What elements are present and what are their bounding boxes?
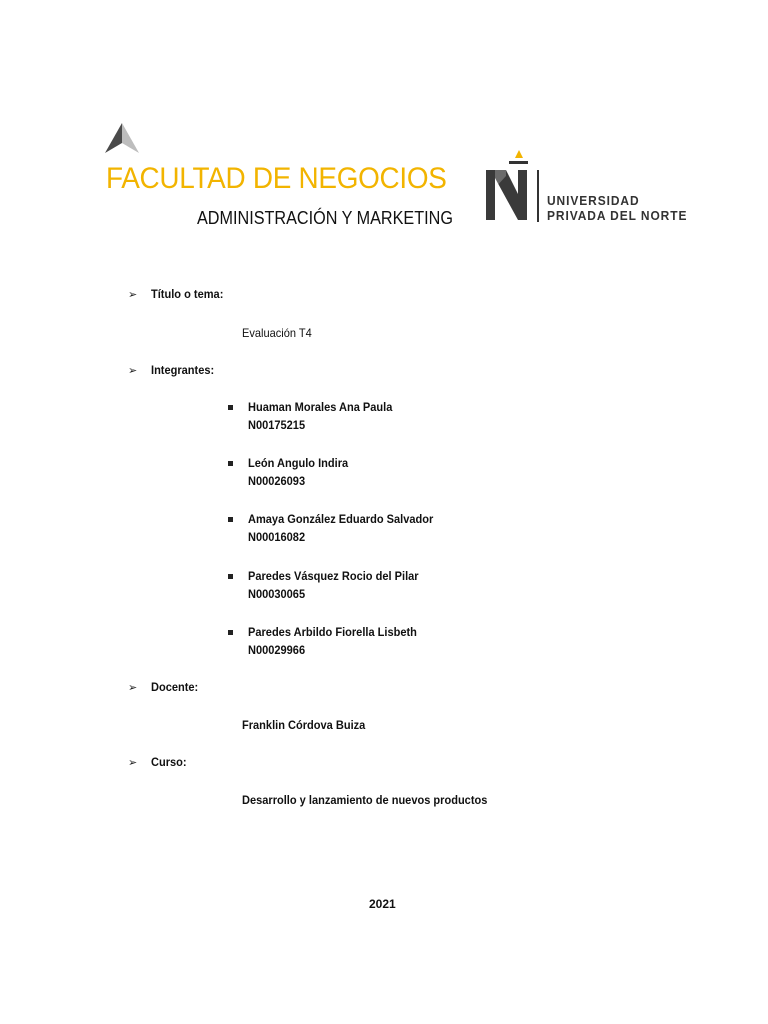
year: 2021: [369, 897, 396, 911]
member-name: Paredes Arbildo Fiorella Lisbeth: [248, 625, 417, 639]
faculty-title: FACULTAD DE NEGOCIOS: [106, 162, 447, 195]
university-name: [547, 193, 687, 223]
member-name: León Angulo Indira: [248, 456, 349, 470]
university-name-line1: UNIVERSIDAD: [547, 193, 640, 208]
upn-n-logo-icon: [482, 148, 534, 224]
member-code: N00026093: [248, 474, 306, 488]
member-code: N00029966: [248, 643, 306, 657]
course-label: Curso:: [151, 755, 187, 769]
square-bullet-icon: [228, 461, 233, 466]
navigation-arrow-icon: [104, 122, 140, 154]
member-code: N00016082: [248, 530, 306, 544]
square-bullet-icon: [228, 405, 233, 410]
member-name: Huaman Morales Ana Paula: [248, 400, 393, 414]
member-name: Amaya González Eduardo Salvador: [248, 512, 434, 526]
teacher-value: Franklin Córdova Buiza: [242, 718, 366, 732]
arrow-bullet-icon: ➢: [128, 289, 138, 301]
members-label: Integrantes:: [151, 363, 215, 377]
university-name-line2: PRIVADA DEL NORTE: [547, 208, 688, 223]
title-value: Evaluación T4: [242, 326, 312, 340]
square-bullet-icon: [228, 574, 233, 579]
member-name: Paredes Vásquez Rocio del Pilar: [248, 569, 419, 583]
arrow-bullet-icon: ➢: [128, 682, 138, 694]
title-label: Título o tema:: [151, 287, 224, 301]
program-subtitle: ADMINISTRACIÓN Y MARKETING: [197, 208, 453, 228]
logo-divider: [537, 170, 539, 222]
square-bullet-icon: [228, 517, 233, 522]
arrow-bullet-icon: ➢: [128, 757, 138, 769]
member-code: N00030065: [248, 587, 306, 601]
course-value: Desarrollo y lanzamiento de nuevos productos: [242, 793, 488, 807]
teacher-label: Docente:: [151, 680, 199, 694]
member-code: N00175215: [248, 418, 306, 432]
arrow-bullet-icon: ➢: [128, 365, 138, 377]
square-bullet-icon: [228, 630, 233, 635]
